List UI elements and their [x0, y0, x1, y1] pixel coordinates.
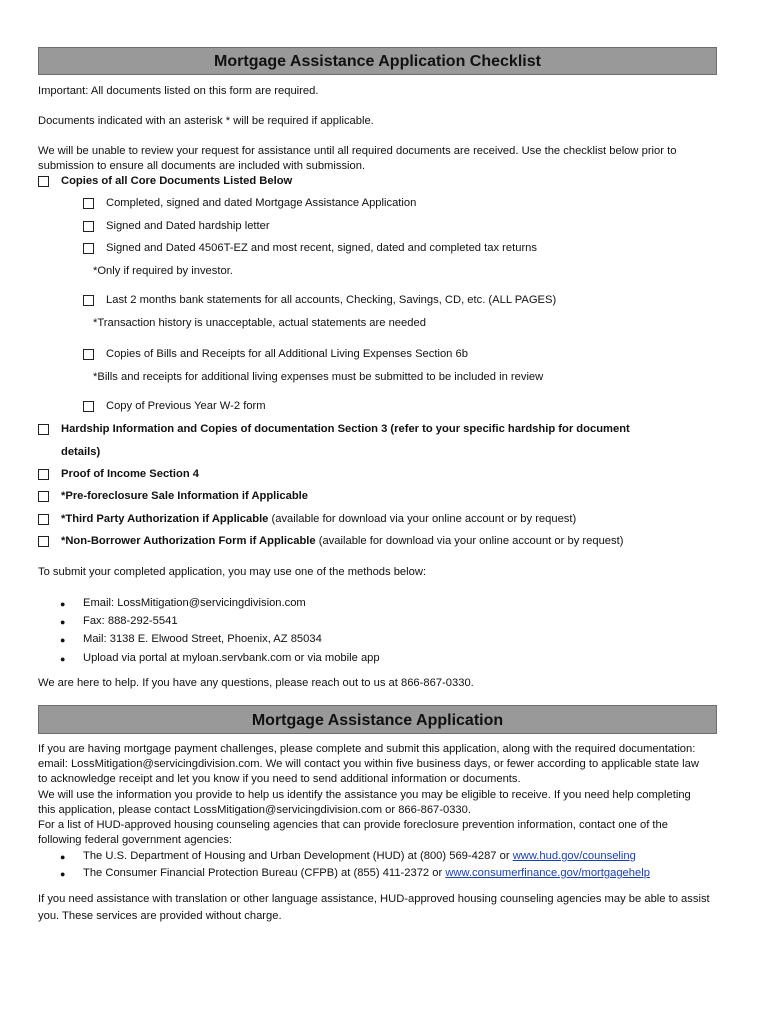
bills-receipts-item: Copies of Bills and Receipts for all Additional Living Expenses Section 6b — [106, 348, 468, 360]
method-upload: Upload via portal at myloan.servbank.com or via mobile app — [83, 652, 380, 664]
preforeclosure-checkbox[interactable] — [38, 491, 49, 502]
hardship-letter-checkbox[interactable] — [83, 221, 94, 232]
unable-note-line1: We will be unable to review your request for assistance until all required documents are received. Use the checklist below prior to — [38, 145, 677, 157]
important-note: Important: All documents listed on this form are required. — [38, 85, 319, 97]
application-line: For a list of HUD-approved housing counseling agencies that can provide foreclosure prevention information, contact one of the — [38, 819, 668, 831]
bank-statements-item: Last 2 months bank statements for all accounts, Checking, Savings, CD, etc. (ALL PAGES) — [106, 294, 557, 306]
bullet-icon: ● — [60, 654, 66, 664]
non-borrower-note: (available for download via your online account or by request) — [315, 535, 624, 547]
bills-receipts-checkbox[interactable] — [83, 349, 94, 360]
application-line: email: LossMitigation@servicingdivision.com. We will contact you within five business days, or fewer according to applicable state law — [38, 758, 699, 770]
bullet-icon: ● — [60, 852, 66, 862]
asterisk-note: Documents indicated with an asterisk * will be required if applicable. — [38, 115, 374, 127]
application-item: Completed, signed and dated Mortgage Assistance Application — [106, 197, 417, 209]
income-checkbox[interactable] — [38, 469, 49, 480]
hardship-info-line2: details) — [61, 446, 101, 458]
agency-hud-text: The U.S. Department of Housing and Urban Development (HUD) at (800) 569-4287 or — [83, 850, 513, 862]
agency-hud — [83, 850, 636, 862]
transaction-note: *Transaction history is unacceptable, actual statements are needed — [93, 317, 426, 329]
third-party-label: *Third Party Authorization if Applicable — [61, 513, 269, 525]
bullet-icon: ● — [60, 869, 66, 879]
core-documents-checkbox[interactable] — [38, 176, 49, 187]
submit-intro: To submit your completed application, you may use one of the methods below: — [38, 566, 427, 578]
agency-cfpb — [83, 867, 650, 879]
method-mail: Mail: 3138 E. Elwood Street, Phoenix, AZ 85034 — [83, 633, 322, 645]
application-checkbox[interactable] — [83, 198, 94, 209]
preforeclosure-label: *Pre-foreclosure Sale Information if Applicable — [61, 490, 309, 502]
third-party-note: (available for download via your online account or by request) — [268, 513, 577, 525]
method-fax: Fax: 888-292-5541 — [83, 615, 178, 627]
application-line: If you are having mortgage payment challenges, please complete and submit this application, along with the required documentation: — [38, 743, 696, 755]
income-label: Proof of Income Section 4 — [61, 468, 199, 480]
hardship-letter-item: Signed and Dated hardship letter — [106, 220, 270, 232]
bullet-icon: ● — [60, 617, 66, 627]
hud-link[interactable]: www.hud.gov/counseling — [512, 850, 636, 862]
third-party-line — [61, 513, 576, 525]
non-borrower-checkbox[interactable] — [38, 536, 49, 547]
application-line: to acknowledge receipt and let you know if you need to send additional information or documents. — [38, 773, 521, 785]
language-line1: If you need assistance with translation or other language assistance, HUD-approved housing counseling agencies may be able to assist — [38, 893, 710, 905]
bullet-icon: ● — [60, 599, 66, 609]
w2-checkbox[interactable] — [83, 401, 94, 412]
non-borrower-line — [61, 535, 623, 547]
help-text: We are here to help. If you have any questions, please reach out to us at 866-867-0330. — [38, 677, 474, 689]
method-email: Email: LossMitigation@servicingdivision.com — [83, 597, 306, 609]
w2-item: Copy of Previous Year W-2 form — [106, 400, 266, 412]
application-title: Mortgage Assistance Application — [38, 705, 717, 734]
cfpb-link[interactable]: www.consumerfinance.gov/mortgagehelp — [445, 867, 650, 879]
application-line: this application, please contact LossMitigation@servicingdivision.com or 866-867-0330. — [38, 804, 471, 816]
agency-cfpb-text: The Consumer Financial Protection Bureau (CFPB) at (855) 411-2372 or — [83, 867, 446, 879]
application-line: following federal government agencies: — [38, 834, 233, 846]
core-documents-label: Copies of all Core Documents Listed Below — [61, 175, 293, 187]
hardship-info-line1: Hardship Information and Copies of documentation Section 3 (refer to your specific hardship for document — [61, 423, 630, 435]
tax-returns-checkbox[interactable] — [83, 243, 94, 254]
checklist-title: Mortgage Assistance Application Checklist — [38, 47, 717, 75]
hardship-info-checkbox[interactable] — [38, 424, 49, 435]
application-line: We will use the information you provide to help us identify the assistance you may be eligible to receive. If you need help completing — [38, 789, 691, 801]
investor-note: *Only if required by investor. — [93, 265, 233, 277]
unable-note-line2: submission to ensure all documents are included with submission. — [38, 160, 366, 172]
bills-note: *Bills and receipts for additional living expenses must be submitted to be included in review — [93, 371, 544, 383]
non-borrower-label: *Non-Borrower Authorization Form if Applicable — [61, 535, 316, 547]
third-party-checkbox[interactable] — [38, 514, 49, 525]
bank-statements-checkbox[interactable] — [83, 295, 94, 306]
tax-returns-item: Signed and Dated 4506T-EZ and most recent, signed, dated and completed tax returns — [106, 242, 537, 254]
bullet-icon: ● — [60, 635, 66, 645]
language-line2: you. These services are provided without charge. — [38, 910, 282, 922]
